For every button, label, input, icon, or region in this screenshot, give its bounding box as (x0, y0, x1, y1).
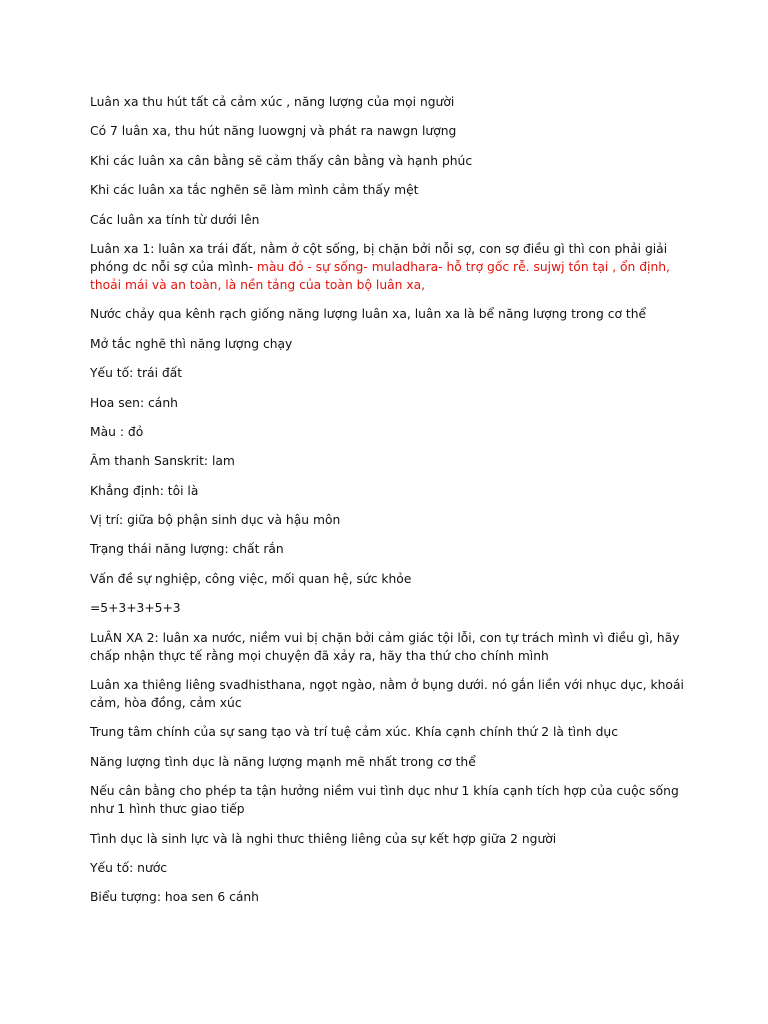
paragraph: Nước chảy qua kênh rạch giống năng lượng luân xa, luân xa là bể năng lượng trong cơ thể (90, 307, 647, 322)
paragraph: Luân xa thu hút tất cả cảm xúc , năng lượng của mọi người (90, 95, 455, 109)
paragraph: Khi các luân xa cân bằng sẽ cảm thấy cân bằng và hạnh phúc (90, 153, 473, 168)
paragraph: Khẳng định: tôi là (90, 483, 199, 498)
paragraph: Khi các luân xa tắc nghẽn sẽ làm mình cảm thấy mệt (90, 183, 419, 198)
paragraph: Trạng thái năng lượng: chất rắn (90, 542, 284, 557)
paragraph: Yếu tố: trái đất (90, 366, 183, 381)
paragraph: Biểu tượng: hoa sen 6 cánh (90, 890, 259, 905)
highlighted-red-text: màu đỏ - sự sống- muladhara- hỗ trợ gốc rễ. sujwj tồn tại , ổn định, thoải mái và an toàn, là nền tảng của toàn bộ luân xa, (90, 259, 670, 292)
paragraph: Luân xa thiêng liêng svadhisthana, ngọt ngào, nằm ở bụng dưới. nó gắn liền với nhục dục, khoái cảm, hòa đồng, cảm xúc (90, 678, 684, 711)
paragraph: Mở tắc nghẽ thì năng lượng chạy (90, 336, 293, 351)
paragraph: =5+3+3+5+3 (90, 601, 181, 616)
paragraph-luan-xa-1 (90, 240, 690, 294)
paragraph: Màu : đỏ (90, 424, 144, 439)
paragraph: Hoa sen: cánh (90, 395, 178, 410)
paragraph: Trung tâm chính của sự sang tạo và trí tuệ cảm xúc. Khía cạnh chính thứ 2 là tình dục (90, 725, 618, 740)
paragraph: Tình dục là sinh lực và là nghi thưc thiêng liêng của sự kết hợp giữa 2 người (90, 831, 557, 846)
paragraph-text: Luân xa 1: luân xa trái đất, nằm ở cột sống, bị chặn bởi nỗi sợ, con sợ điều gì thì con phải giải phóng dc nỗi sợ của mình- (90, 241, 668, 274)
paragraph: Vấn đề sự nghiệp, công việc, mối quan hệ, sức khỏe (90, 571, 412, 586)
paragraph-luan-xa-2: LuÂN XA 2: luân xa nước, niềm vui bị chặn bởi cảm giác tội lỗi, con tự trách mình vì điều gì, hãy chấp nhận thực tế rằng mọi chuyện đã xảy ra, hãy tha thứ cho chính mình (90, 630, 680, 663)
paragraph: Vị trí: giữa bộ phận sinh dục và hậu môn (90, 513, 341, 528)
paragraph: Nếu cân bằng cho phép ta tận hưởng niềm vui tình dục như 1 khía cạnh tích hợp của cuộc sống như 1 hình thưc giao tiếp (90, 784, 679, 817)
paragraph: Có 7 luân xa, thu hút năng luowgnj và phát ra nawgn lượng (90, 124, 457, 139)
paragraph: Yếu tố: nước (90, 860, 168, 875)
paragraph: Năng lượng tình dục là năng lượng mạnh mẽ nhất trong cơ thể (90, 754, 476, 769)
document-body (90, 93, 690, 918)
paragraph: Âm thanh Sanskrit: lam (90, 454, 235, 469)
paragraph: Các luân xa tính từ dưới lên (90, 212, 260, 227)
